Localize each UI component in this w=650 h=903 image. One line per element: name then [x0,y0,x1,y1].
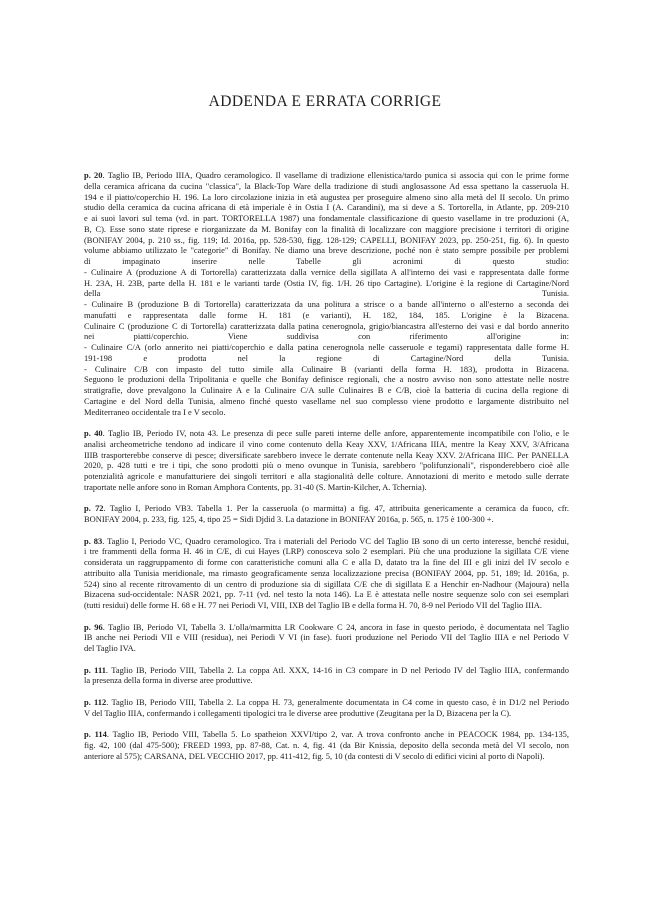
text-line: manufatti e rappresentata dalle forme H. 181 (e varianti), H. 182, 184, 185. L'origine è la Bizacena. [84,309,569,320]
text-line [84,622,569,633]
text-line: anteriore al 575); CARSANA, DEL VECCHIO 2017, pp. 411-412, fig. 5, 10 (da contesti di V secolo di edifici vicini al porto di Napoli). [84,750,545,761]
text-line: (BONIFAY 2004, p. 210 ss., fig. 119; Id. 2016a, pp. 528-530, figg. 128-129; CAPELLI, BONIFAY 2023, pp. 250-251, fig. 6). In questo [84,234,569,245]
text-line: Mediterraneo occidentale tra I e V secolo. [84,406,226,417]
text-line: della Tunisia. [84,288,569,299]
text-line: B, C). Esse sono state riprese e riorganizzate da M. Bonifay con la finalità di localizzare con maggiore precisione i territori di origine [84,223,569,234]
text-line: fig. 42, 100 (dal 475-500); FREED 1993, pp. 87-88, Cat. n. 4, fig. 41 (da Bir Knissia, deposito della seconda metà del VI secolo, non [84,739,569,750]
text-line: IB anche nei Periodi VII e VIII (residua), nei Periodi V VI (in fase). fuori produzione nel Periodo VII del Taglio IIIA e nel Periodo V [84,632,569,643]
text-line: Seguono le produzioni della Tripolitania e quelle che Bonifay definisce regionali, che a nostro avviso non sono attestate nelle nostre [84,374,569,385]
text-line: - Culinaire C/B con impasto del tutto simile alla Culinaire B (varianti della forma H. 183), prodotta in Bizacena. [84,363,569,374]
line-text: . Taglio I, Periodo VC, Quadro ceramologico. Tra i materiali del Periodo VC del Taglio IB sono di un certo interesse, benché residui, [102,535,569,546]
text-line [84,697,569,708]
text-line: analisi archeometriche tendono ad indicare il vino come contenuto della Keay XXV, 1/Africana IIIA, mentre la Keay XXV, 3/Africana [84,438,569,449]
text-line: BONIFAY 2004, p. 233, fig. 125, 4, tipo 25 = Sidi Djdid 3. La datazione in BONIFAY 2016a, p. 565, n. 175 è 100-300 +. [84,514,494,524]
text-line: H. 23A, H. 23B, parte della H. 181 e le varianti tarde (Ostia IV, fig. 1/H. 26 tipo Cartagine). L'origine è la regione di Cartagine/Nord [84,277,569,288]
text-line: IIIB trasporterebbe conserve di pesce; diversificate sarebbero invece le derrate contenute nella Keay XXV. 2/Africana IIIC. Per PANELLA [84,449,569,460]
line-text: . Taglio I, Periodo VB3. Tabella 1. Per la casseruola (o marmitta) a fig. 47, attribuita genericamente a ceramica da fuoco, cfr. [103,503,569,514]
line-text: . Taglio IB, Periodo VIII, Tabella 2. La coppa H. 73, generalmente documentata in C4 come in questo caso, è in D1/2 nel Periodo [106,696,569,707]
line-text: . Taglio IB, Periodo VIII, Tabella 2. La coppa Atl. XXX, 14-16 in C3 compare in D nel Periodo IV del Taglio IIIA, confermando [105,664,569,675]
line-text: . Taglio IB, Periodo VIII, Tabella 5. Lo spatheion XXVI/tipo 2, var. A trova confronto anche in PEACOCK 1984, pp. 134-135, [106,729,569,739]
errata-entry [84,697,569,719]
text-line: del Taglio IVA. [84,643,136,653]
text-line: i tre frammenti della forma H. 46 in C/E, di cui Hayes (LRP) conosceva solo 2 esemplari. Più che una produzione la sigillata C/E viene [84,546,569,557]
text-line: - Culinaire B (produzione B di Tortorella) caratterizzata da una politura a strisce o a bande all'interno o all'esterno a seconda dei [84,299,569,309]
text-line: studio della ceramica da cucina africana di età imperiale è in Ostia I (A. Carandini), ma si deve a S. Tortorella, in Atlante, pp. 209-210 [84,202,569,213]
text-line: considerata un raggruppamento di forme con caratteristiche comuni alla C e alla D, datato tra la fine del III e gli inizi del IV secolo e [84,557,569,567]
text-line: Culinaire C (produzione C di Tortorella) caratterizzata dalla patina cenerognola, grigio/biancastra all'esterno dei vasi e dal bordo annerito [84,320,569,331]
text-line: 2020, p. 428 tutti e tre i tipi, che sono prodotti più o meno ovunque in Tunisia, sarebbero "polifunzionali", risponderebbero cioè alle [84,460,569,471]
page-reference: p. 72 [84,503,104,514]
page-reference: p. 112 [84,696,107,707]
text-line: 524) sino al recente ritrovamento di un centro di produzione sia di sigillata C/E che di sigillata E a Henchir en-Nadhour (Majoura) nella [84,578,569,589]
page-reference: p. 20 [84,170,103,180]
text-line [84,170,569,181]
text-line: volume abbiamo utilizzato le "categorie" di Bonifay. Ne diamo una breve descrizione, poché non è stato sempre possibile per problemi [84,245,569,256]
errata-entry [84,428,569,493]
document-body [84,170,569,772]
line-text: . Taglio IB, Periodo IV, nota 43. Le presenza di pece sulle pareti interne delle anfore, apparentemente incompatibile con l'olio, e le [102,428,569,438]
page-reference: p. 111 [84,664,106,675]
text-line: della ceramica africana da cucina "classica", la Black-Top Ware della tradizione di studi anglosassone Ad essa spettano la casseruola H. [84,180,569,191]
text-line [84,536,569,547]
text-line: 191-198 e prodotta nel la regione di Cartagine/Nord della Tunisia. [84,352,569,363]
text-line: nei piatti/coperchio. Viene suddivisa con riferimento all'origine in: [84,331,569,342]
page-title: ADDENDA E ERRATA CORRIGE [208,93,442,110]
errata-entry [84,622,569,654]
errata-entry [84,729,569,761]
text-line: V del Taglio IIIA, confermando i collegamenti tipologici tra le diverse aree produttive (Zeugitana per la D, Bizacena per la C). [84,707,512,718]
errata-entry [84,536,569,611]
text-line: Cartagine e del Nord della Tunisia, almeno finché questo vasellame nel suo complesso viene prodotto e largamente distribuito nel [84,395,569,406]
text-line: - Culinaire C/A (orlo annerito nei piatti/coperchio e dalla patina cenerognola nelle casseruole e tegami) rappresentata dalle forme H. [84,342,569,352]
line-text: . Taglio IB, Periodo IIIA, Quadro ceramologico. Il vasellame di tradizione ellenistica/tardo punica si associa qui con le prime forme [102,170,569,180]
text-line [84,665,569,676]
text-line: (tutti residui) delle forme H. 68 e H. 77 nei Periodi VI, VIII, IXB del Taglio IB e della forma H. 70, 8-9 nel Periodo VII del Taglio IIIA. [84,600,543,610]
text-line: - Culinaire A (produzione A di Tortorella) caratterizzata dalla vernice della sigillata A all'interno dei vasi e rappresentata dalle forme [84,266,569,277]
text-line: Bizacena sud-occidentale: NASR 2021, pp. 7-11 (vd. nel testo la nota 146). La E è attestata nelle nostre sequenze solo con sei esemplari [84,589,569,600]
text-line: traportate nelle anfore sono in Roman Amphora Contents, pp. 31-40 (S. Martin-Kilcher, A. Tchernia). [84,481,427,492]
text-line: stratigrafie, dove prevalgono la Culinaire A e la Culinaire C/A sulle Culinaires B e C/B, cioè la batteria di cucina della regione di [84,385,569,395]
text-line: potenzialità agricole e manufatturiere dei singoli territori e alla stagionalità delle colture. Annotazioni di merito e metodo sulle derrate [84,471,569,481]
text-line: 194 e il piatto/coperchio H. 196. La loro circolazione inizia in età augustea per proseguire almeno sino alla metà del II secolo. Un primo [84,191,569,202]
page-reference: p. 40 [84,428,103,438]
text-line: attribuito alla Tunisia meridionale, ma rimasto geograficamente senza localizzazione precisa (BONIFAY 2004, pp. 51, 189; Id. 2016a, p. [84,567,569,578]
text-line [84,503,569,514]
line-text: . Taglio IB, Periodo VI, Tabella 3. L'olla/marmitta LR Cookware C 24, ancora in fase in questo periodo, è documentata nel Taglio [102,621,569,632]
text-line [84,428,569,439]
page-reference: p. 83 [84,535,103,546]
text-line: e ai suoi lavori sul tema (vd. in part. TORTORELLA 1987) una fondamentale classificazione di questo vasellame in tre produzioni (A, [84,213,569,223]
errata-entry [84,170,569,417]
text-line: di impaginato inserire nelle Tabelle gli acronimi di questo studio: [84,256,569,266]
page-reference: p. 114 [84,729,107,739]
errata-entry [84,503,569,525]
errata-entry [84,665,569,687]
text-line [84,729,569,740]
page-reference: p. 96 [84,621,103,632]
text-line: la presenza della forma in diverse aree produttive. [84,675,253,686]
